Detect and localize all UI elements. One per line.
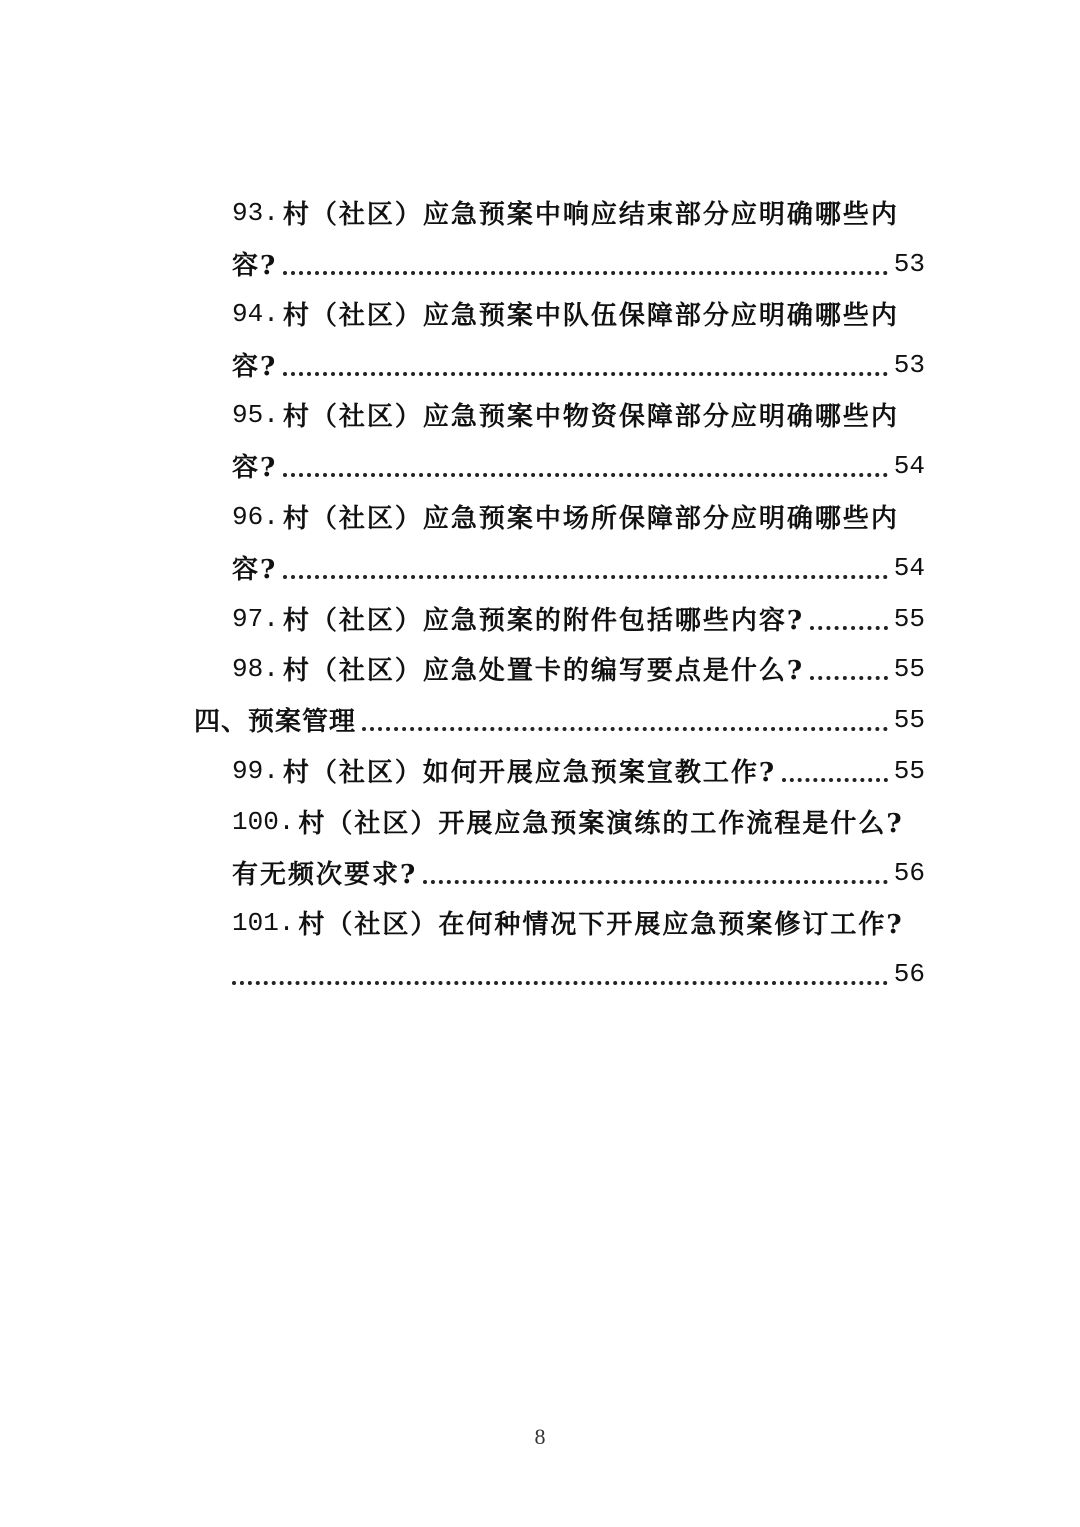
toc-entry-101-leader-line[interactable] [232, 948, 925, 999]
toc-entry-99[interactable] [232, 745, 925, 796]
dot-leader [283, 339, 888, 390]
toc-entry-number: 94. [232, 298, 279, 329]
toc-entry-number: 96. [232, 501, 279, 532]
toc-entry-number: 99. [232, 755, 279, 786]
toc-entry-title: 村（社区）应急预案中物资保障部分应明确哪些内 [282, 402, 899, 432]
toc-section-title: 四、预案管理 [194, 707, 357, 737]
toc-page-number: 54 [893, 450, 925, 481]
toc-entry-continuation: 容? [232, 453, 278, 483]
toc-entry-98[interactable] [232, 643, 925, 694]
toc-entry-96-title[interactable] [232, 491, 925, 542]
toc-section-heading[interactable] [194, 694, 925, 745]
toc-entry-continuation: 容? [232, 251, 278, 281]
toc-entry-title: 村（社区）在何种情况下开展应急预案修订工作? [298, 910, 904, 940]
toc-entry-94-title[interactable] [232, 288, 925, 339]
toc-entry-number: 101. [232, 907, 295, 938]
dot-leader [423, 847, 888, 898]
toc-entry-title: 村（社区）应急处置卡的编写要点是什么? [282, 656, 805, 686]
toc-entry-number: 100. [232, 806, 295, 837]
toc-page-number: 55 [893, 704, 925, 735]
toc-entry-93-title[interactable] [232, 187, 925, 238]
toc-entry-number: 98. [232, 653, 279, 684]
toc-entry-94-leader-line[interactable] [232, 339, 925, 390]
dot-leader [283, 542, 888, 593]
toc-entry-title: 村（社区）应急预案中响应结束部分应明确哪些内 [282, 200, 899, 230]
toc-entry-title: 村（社区）应急预案中队伍保障部分应明确哪些内 [282, 301, 899, 331]
toc-entry-100-leader-line[interactable] [232, 847, 925, 898]
toc-entry-title: 村（社区）应急预案的附件包括哪些内容? [282, 606, 805, 636]
toc-entry-100-title[interactable] [232, 796, 925, 847]
toc-entry-95-leader-line[interactable] [232, 440, 925, 491]
toc-page-number: 53 [893, 349, 925, 380]
toc-entry-continuation: 容? [232, 555, 278, 585]
dot-leader [782, 745, 888, 796]
toc-page-number: 53 [893, 248, 925, 279]
toc-entry-96-leader-line[interactable] [232, 542, 925, 593]
toc-entry-number: 95. [232, 399, 279, 430]
toc-entry-101-title[interactable] [232, 897, 925, 948]
toc-entry-97[interactable] [232, 593, 925, 644]
toc-entry-title: 村（社区）应急预案中场所保障部分应明确哪些内 [282, 504, 899, 534]
toc-entry-93-leader-line[interactable] [232, 238, 925, 289]
footer-page-number: 8 [534, 1424, 546, 1449]
toc-entry-continuation: 有无频次要求? [232, 860, 418, 890]
toc-page-number: 55 [893, 755, 925, 786]
dot-leader [232, 948, 888, 999]
toc-entry-number: 97. [232, 603, 279, 634]
toc-page-number: 56 [893, 958, 925, 989]
dot-leader [283, 238, 888, 289]
toc-entry-title: 村（社区）开展应急预案演练的工作流程是什么? [298, 809, 904, 839]
toc-entry-continuation: 容? [232, 352, 278, 382]
toc-page-number: 56 [893, 857, 925, 888]
toc-page-number: 55 [893, 603, 925, 634]
toc-entry-95-title[interactable] [232, 389, 925, 440]
dot-leader [362, 694, 888, 745]
toc-entry-title: 村（社区）如何开展应急预案宣教工作? [282, 758, 777, 788]
dot-leader [810, 643, 888, 694]
toc-page-number: 55 [893, 653, 925, 684]
dot-leader [810, 593, 888, 644]
toc-entry-number: 93. [232, 197, 279, 228]
toc-page-number: 54 [893, 552, 925, 583]
dot-leader [283, 440, 888, 491]
